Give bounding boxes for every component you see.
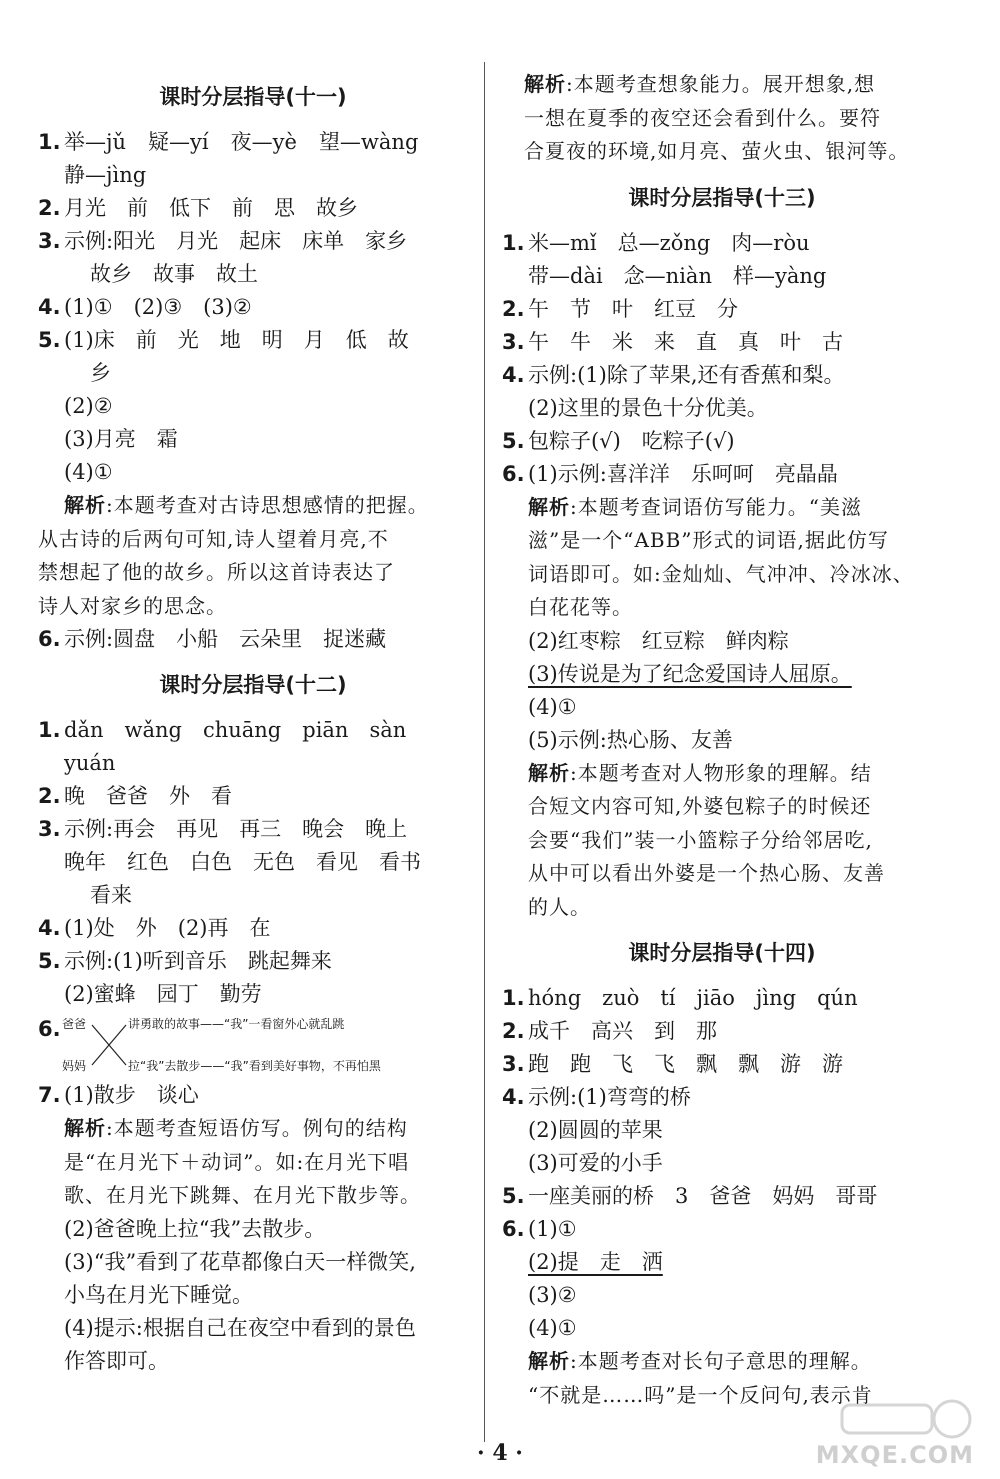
- s13-q6: 6. (1)示例:喜洋洋 乐呵呵 亮晶晶: [502, 461, 838, 486]
- s13-analysis-line: 词语即可。如:金灿灿、气冲冲、冷冰冰、: [528, 561, 914, 586]
- right-column: [502, 68, 942, 1412]
- s12-q4: 4. (1)处 外 (2)再 在: [38, 916, 271, 940]
- top-analysis-line: 合夏夜的环境,如月亮、萤火虫、银河等。: [524, 139, 910, 163]
- s12-q7-analysis-line: 歌、在月光下跳舞、在月光下散步等。: [64, 1183, 421, 1207]
- s13-analysis2-line: 的人。: [528, 894, 591, 919]
- s13-q6-analysis: 解析:本题考查词语仿写能力。“美滋: [528, 494, 862, 519]
- s13-q6-p5: (5)示例:热心肠、友善: [528, 727, 733, 752]
- s11-q5-p2: (2)②: [64, 394, 113, 418]
- s13-q4-cont: (2)这里的景色十分优美。: [528, 395, 768, 420]
- s11-q1-cont: 静—jìng: [64, 163, 147, 187]
- watermark-logo: [815, 1397, 982, 1469]
- s14-q6-p4: (4)①: [528, 1316, 577, 1340]
- s14-analysis-line: “不就是……吗”是一个反问句,表示肯: [528, 1382, 873, 1407]
- s14-q6-p2: (2)提 走 洒: [528, 1250, 663, 1274]
- s11-analysis: 解析:本题考查对古诗思想感情的把握。: [64, 493, 429, 517]
- section-title-12: 课时分层指导(十二): [159, 673, 347, 697]
- left-column: [38, 68, 468, 1378]
- s11-analysis-line: 禁想起了他的故乡。所以这首诗表达了: [38, 560, 395, 584]
- s13-q2: 2. 午 节 叶 红豆 分: [502, 296, 738, 321]
- s14-q1: 1. hóng zuò tí jiāo jìng qún: [502, 986, 858, 1010]
- s14-q4-cont: (2)圆圆的苹果: [528, 1118, 663, 1142]
- s11-analysis-line: 从古诗的后两句可知,诗人望着月亮,不: [38, 526, 389, 551]
- s12-q7-analysis: 解析:本题考查短语仿写。例句的结构: [64, 1116, 408, 1140]
- s11-q2: 2. 月光 前 低下 前 思 故乡: [38, 196, 358, 220]
- section-title-14: 课时分层指导(十四): [628, 941, 816, 965]
- s13-analysis-line: 白花花等。: [528, 595, 633, 619]
- s12-q1-cont: yuán: [64, 751, 116, 775]
- s11-q5-p3: (3)月亮 霜: [64, 427, 178, 451]
- page-number: · 4 ·: [477, 1440, 523, 1466]
- s12-q7-p4-cont: 作答即可。: [64, 1348, 169, 1373]
- watermark-emblem-icon: [832, 1397, 982, 1441]
- match-right-2: 拉“我”去散步——“我”看到美好事物，不再怕黑: [128, 1059, 381, 1073]
- s13-q1-cont: 带—dài 念—niàn 样—yàng: [528, 263, 827, 288]
- s11-q5: 5. (1)床 前 光 地 明 月 低 故: [38, 328, 409, 352]
- s14-q4-cont2: (3)可爱的小手: [528, 1151, 663, 1175]
- s14-q4: 4. 示例:(1)弯弯的桥: [502, 1085, 691, 1109]
- s12-q3-cont2: 看来: [90, 883, 132, 907]
- section-title-13: 课时分层指导(十三): [628, 185, 816, 210]
- s13-q6-p3: (3)传说是为了纪念爱国诗人屈原。: [528, 661, 852, 686]
- s11-q3: 3. 示例:阳光 月光 起床 床单 家乡: [38, 229, 408, 253]
- s11-q5-p4: (4)①: [64, 460, 113, 484]
- s12-q7-p3: (3)“我”看到了花草都像白天一样微笑,: [64, 1249, 416, 1274]
- cross-lines: [88, 1021, 130, 1069]
- mom-label: 妈妈: [62, 1059, 87, 1073]
- s11-analysis-line: 诗人对家乡的思念。: [38, 593, 227, 618]
- s13-q6-p2: (2)红枣粽 红豆粽 鲜肉粽: [528, 628, 789, 653]
- s13-analysis2-line: 会要“我们”装一小篮粽子分给邻居吃,: [528, 827, 873, 852]
- s14-q3: 3. 跑 跑 飞 飞 飘 飘 游 游: [502, 1052, 843, 1076]
- s12-q7-analysis-line: 是“在月光下＋动词”。如:在月光下唱: [64, 1149, 410, 1174]
- s12-q3-cont: 晚年 红色 白色 无色 看见 看书: [64, 850, 421, 874]
- s12-q2: 2. 晚 爸爸 外 看: [38, 784, 232, 808]
- s14-q6-analysis: 解析:本题考查对长句子意思的理解。: [528, 1349, 872, 1373]
- s13-analysis2-line: 合短文内容可知,外婆包粽子的时候还: [528, 794, 872, 818]
- top-analysis-line: 一想在夏季的夜空还会看到什么。要符: [524, 105, 881, 130]
- section-title-11: 课时分层指导(十一): [159, 85, 347, 109]
- s13-q6-analysis2: 解析:本题考查对人物形象的理解。结: [528, 760, 872, 785]
- s13-q5: 5. 包粽子(√) 吃粽子(√): [502, 428, 735, 453]
- s11-q1: 1. 举—jǔ 疑—yí 夜—yè 望—wàng: [38, 130, 419, 154]
- s11-q4: 4. (1)① (2)③ (3)②: [38, 295, 252, 319]
- s12-q3: 3. 示例:再会 再见 再三 晚会 晚上: [38, 817, 408, 841]
- s12-q7: 7. (1)散步 谈心: [38, 1083, 199, 1107]
- s14-q2: 2. 成千 高兴 到 那: [502, 1019, 717, 1043]
- s11-q3-cont: 故乡 故事 故土: [90, 262, 258, 286]
- s12-q6-matching-diagram: 6. 爸爸 讲勇敢的故事——“我”一看窗外心就乱跳 妈妈 拉“我”去散步——“我”看到美好事物，不再怕黑: [38, 1017, 381, 1073]
- s14-q6-p3: (3)②: [528, 1283, 577, 1307]
- column-divider: [484, 62, 485, 1442]
- s13-analysis-line: 滋”是一个“ABB”形式的词语,据此仿写: [528, 528, 889, 552]
- match-right-1: 讲勇敢的故事——“我”一看窗外心就乱跳: [128, 1017, 345, 1031]
- s13-q3: 3. 午 牛 米 来 直 真 叶 古: [502, 329, 843, 354]
- watermark-url: MXQE.COM: [815, 1441, 974, 1469]
- s11-q6: 6. 示例:圆盘 小船 云朵里 捉迷藏: [38, 627, 387, 651]
- s11-q5-cont: 乡: [90, 361, 111, 385]
- s14-q5: 5. 一座美丽的桥 3 爸爸 妈妈 哥哥: [502, 1184, 878, 1208]
- s12-q7-p4: (4)提示:根据自己在夜空中看到的景色: [64, 1315, 416, 1340]
- s12-q5: 5. 示例:(1)听到音乐 跳起舞来: [38, 949, 332, 973]
- s13-q4: 4. 示例:(1)除了苹果,还有香蕉和梨。: [502, 362, 845, 387]
- s13-q1: 1. 米—mǐ 总—zǒng 肉—ròu: [502, 230, 810, 255]
- s13-q6-p4: (4)①: [528, 694, 577, 719]
- s13-analysis2-line: 从中可以看出外婆是一个热心肠、友善: [528, 861, 885, 885]
- dad-label: 爸爸: [62, 1017, 87, 1031]
- top-analysis: 解析:本题考查想象能力。展开想象,想: [524, 72, 876, 96]
- s12-q5-cont: (2)蜜蜂 园丁 勤劳: [64, 982, 262, 1006]
- s12-q1: 1. dǎn wǎng chuāng piān sàn: [38, 718, 407, 742]
- s14-q6: 6. (1)①: [502, 1217, 577, 1241]
- s12-q7-p2: (2)爸爸晚上拉“我”去散步。: [64, 1216, 326, 1241]
- s12-q7-p3-cont: 小鸟在月光下睡觉。: [64, 1282, 253, 1307]
